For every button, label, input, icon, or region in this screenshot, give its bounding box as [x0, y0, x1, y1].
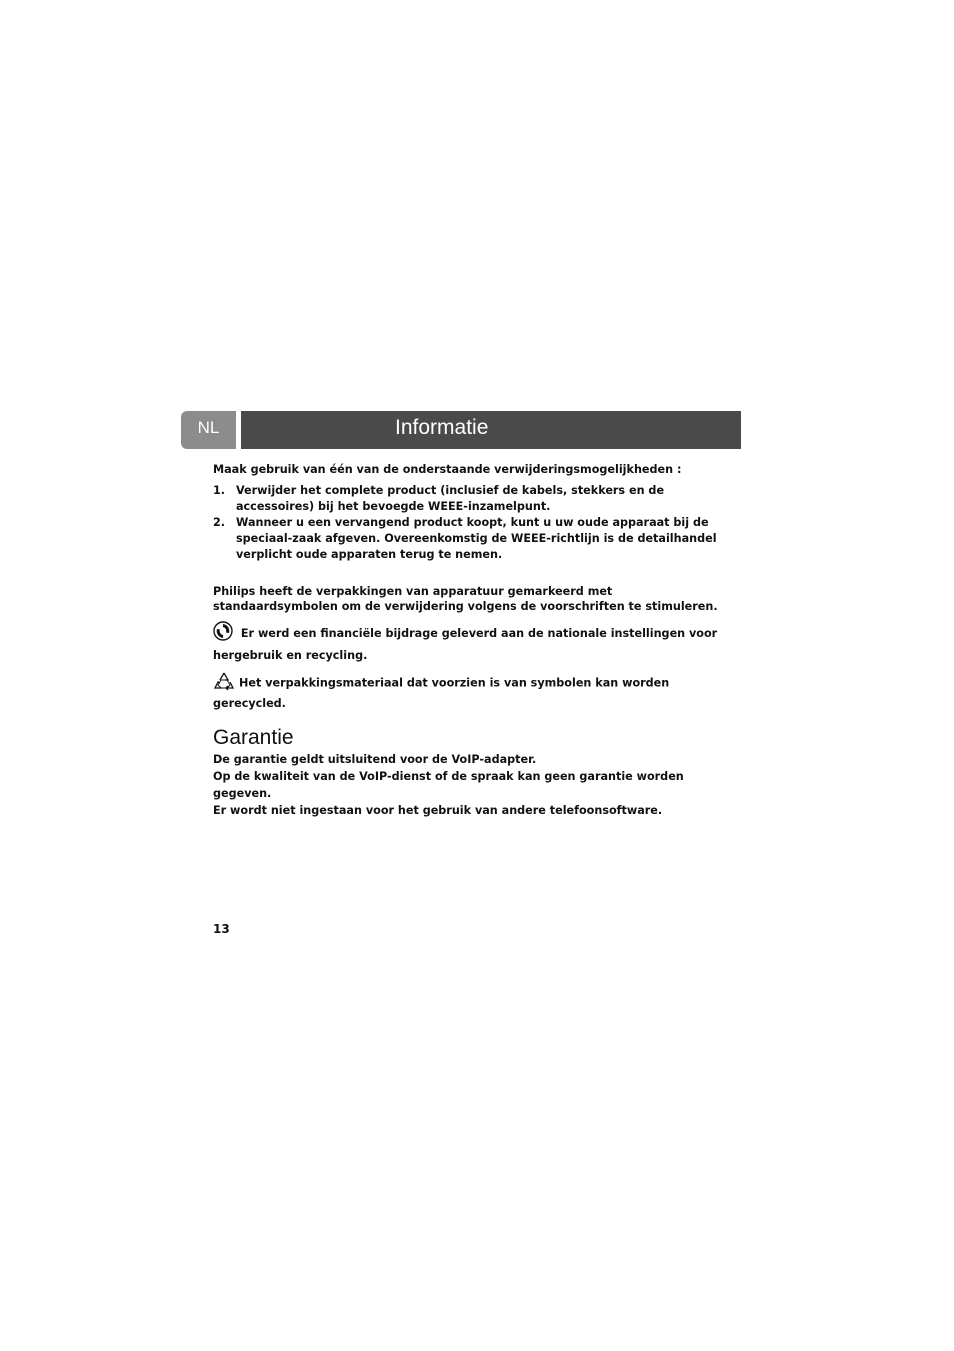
garantie-heading: Garantie: [213, 726, 294, 749]
page-number: 13: [213, 922, 230, 936]
step-text: Verwijder het complete product (inclusief de kabels, stekkers en de accessoires) bij het bevoegde WEEE-inzamelpunt.: [236, 484, 665, 513]
green-dot-text: Er werd een financiële bijdrage geleverd aan de nationale instellingen voor hergebruik en recycling.: [213, 627, 718, 662]
recycle-icon: [213, 671, 235, 696]
green-dot-row: [213, 621, 740, 665]
recycle-text: Het verpakkingsmateriaal dat voorzien is van symbolen kan worden gerecycled.: [213, 676, 670, 710]
list-item: [213, 515, 740, 563]
garantie-line: Er wordt niet ingestaan voor het gebruik van andere telefoonsoftware.: [213, 804, 663, 817]
disposal-intro: Maak gebruik van één van de onderstaande verwijderingsmogelijkheden :: [213, 463, 682, 476]
disposal-steps: [213, 483, 740, 563]
section-title-bar: [241, 411, 741, 449]
packaging-text: Philips heeft de verpakkingen van apparatuur gemarkeerd met standaardsymbolen om de verwijdering volgens de voorschriften te stimuleren.: [213, 585, 718, 613]
list-item: [213, 483, 740, 515]
step-number: 2.: [213, 516, 226, 529]
main-content: [213, 462, 740, 819]
page-title: Informatie: [395, 416, 489, 439]
recycle-row: [213, 671, 740, 712]
garantie-line: De garantie geldt uitsluitend voor de VoIP-adapter.: [213, 753, 537, 766]
language-tab: NL: [181, 411, 236, 449]
green-dot-icon: [213, 621, 233, 647]
step-text: Wanneer u een vervangend product koopt, kunt u uw oude apparaat bij de speciaal-zaak afgeven. Overeenkomstig de WEEE-richtlijn is de detailhandel verplicht oude apparaten terug te nemen.: [236, 516, 717, 561]
garantie-line: Op de kwaliteit van de VoIP-dienst of de spraak kan geen garantie worden gegeven.: [213, 770, 684, 800]
step-number: 1.: [213, 484, 226, 497]
